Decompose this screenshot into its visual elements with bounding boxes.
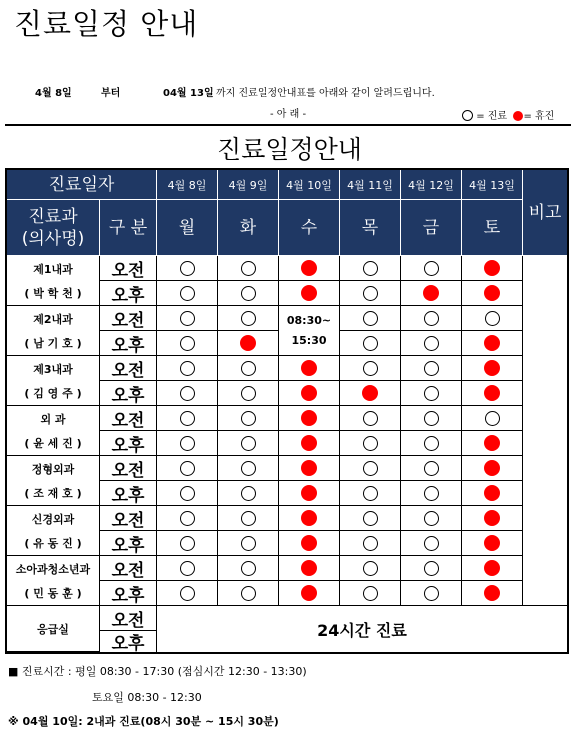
note-body-cell (523, 256, 567, 606)
dept-name-cell (7, 356, 100, 381)
open-circle-icon (363, 361, 378, 376)
emergency-pm-label: 오후 (111, 634, 145, 654)
date-cell (157, 170, 218, 200)
from-word: 부터 (101, 88, 121, 99)
emergency-text-cell (157, 606, 567, 652)
session-header-cell (100, 200, 157, 256)
open-circle-icon (241, 361, 256, 376)
weekday-label: 수 (300, 217, 318, 238)
open-circle-icon (180, 586, 195, 601)
legend-closed-label: = 휴진 (523, 111, 555, 122)
dept-name: 제2내과 (33, 312, 73, 326)
closed-circle-icon (301, 510, 317, 526)
status-cell (279, 456, 340, 481)
status-cell (462, 431, 523, 456)
session-am-label: 오전 (111, 460, 145, 481)
session-cell-pm (100, 331, 157, 356)
closed-circle-icon (423, 285, 439, 301)
open-circle-icon (241, 561, 256, 576)
dept-name-cell (7, 306, 100, 331)
status-cell (340, 281, 401, 306)
status-cell (462, 256, 523, 281)
open-circle-icon (241, 461, 256, 476)
open-circle-icon (363, 586, 378, 601)
doctor-name: ( 조 재 호 ) (24, 487, 82, 500)
session-cell-am (100, 406, 157, 431)
doctor-name: ( 유 동 진 ) (24, 537, 82, 550)
open-circle-icon (363, 536, 378, 551)
status-cell (157, 556, 218, 581)
status-cell (218, 556, 279, 581)
closed-circle-icon (484, 260, 500, 276)
closed-circle-icon (301, 485, 317, 501)
open-circle-icon (424, 361, 439, 376)
status-cell (401, 331, 462, 356)
open-circle-icon (241, 311, 256, 326)
status-cell (218, 456, 279, 481)
closed-circle-icon (301, 460, 317, 476)
open-circle-icon (241, 386, 256, 401)
date-label: 4월 9일 (228, 178, 268, 192)
status-cell (157, 306, 218, 331)
status-cell (279, 281, 340, 306)
open-circle-icon (180, 436, 195, 451)
doctor-name: ( 김 영 주 ) (24, 387, 82, 400)
date-label: 4월 11일 (347, 178, 393, 192)
status-cell (401, 481, 462, 506)
session-pm-label: 오후 (111, 535, 145, 556)
closed-circle-icon (301, 585, 317, 601)
dept-name: 소아과청소년과 (15, 562, 91, 576)
open-circle-icon (180, 386, 195, 401)
dept-name-cell (7, 456, 100, 481)
closed-circle-icon (301, 560, 317, 576)
arae-label: - 아 래 - (270, 109, 307, 120)
emergency-text: 24시간 진료 (317, 620, 407, 640)
open-circle-icon (424, 561, 439, 576)
open-circle-icon (424, 336, 439, 351)
open-circle-icon (241, 411, 256, 426)
status-cell (401, 356, 462, 381)
session-pm-label: 오후 (111, 285, 145, 306)
status-cell (218, 531, 279, 556)
open-circle-icon (363, 436, 378, 451)
closed-circle-icon (362, 385, 378, 401)
status-cell (218, 306, 279, 331)
open-circle-icon (363, 561, 378, 576)
session-header-label: 구 분 (108, 217, 148, 238)
weekday-cell (340, 200, 401, 256)
closed-circle-icon (484, 460, 500, 476)
emergency-name: 응급실 (37, 622, 69, 636)
status-cell (218, 331, 279, 356)
status-cell (157, 256, 218, 281)
open-circle-icon (424, 311, 439, 326)
status-cell (279, 356, 340, 381)
closed-circle-icon (301, 360, 317, 376)
open-circle-icon (180, 561, 195, 576)
status-cell (340, 381, 401, 406)
closed-circle-icon (301, 260, 317, 276)
status-cell (340, 556, 401, 581)
dept-name: 제1내과 (33, 262, 73, 276)
status-cell (218, 581, 279, 606)
open-circle-icon (241, 286, 256, 301)
status-cell (340, 481, 401, 506)
status-cell (401, 456, 462, 481)
open-circle-icon (424, 511, 439, 526)
session-am-label: 오전 (111, 260, 145, 281)
emergency-name-cell (7, 606, 100, 652)
session-pm-label: 오후 (111, 585, 145, 606)
status-cell (401, 431, 462, 456)
session-pm-label: 오후 (111, 335, 145, 356)
status-cell (218, 506, 279, 531)
status-cell (218, 256, 279, 281)
open-circle-icon (180, 411, 195, 426)
session-pm-label: 오후 (111, 385, 145, 406)
open-circle-icon (180, 536, 195, 551)
dept-header-label: 진료과 (의사명) (21, 206, 85, 249)
status-cell (157, 406, 218, 431)
closed-circle-icon (484, 435, 500, 451)
open-circle-icon (180, 511, 195, 526)
open-circle-icon (241, 511, 256, 526)
session-cell-am (100, 456, 157, 481)
status-cell (279, 506, 340, 531)
doctor-cell (7, 381, 100, 406)
footer-note: ※ 04월 10일: 2내과 진료(08시 30분 ~ 15시 30분) (8, 715, 279, 728)
closed-circle-icon (484, 485, 500, 501)
weekday-cell (279, 200, 340, 256)
open-circle-icon (241, 536, 256, 551)
top-divider (5, 124, 571, 126)
weekday-label: 화 (239, 217, 257, 238)
emergency-session-pm (100, 631, 157, 652)
closed-circle-icon (484, 535, 500, 551)
status-cell (218, 381, 279, 406)
status-cell (218, 481, 279, 506)
date-label: 4월 8일 (167, 178, 207, 192)
table-title: 진료일정안내 (217, 135, 362, 164)
status-cell (279, 431, 340, 456)
status-cell (157, 431, 218, 456)
weekday-label: 목 (361, 217, 379, 238)
status-cell (218, 356, 279, 381)
status-cell (462, 281, 523, 306)
date-cell (462, 170, 523, 200)
open-circle-icon (241, 486, 256, 501)
status-cell (279, 481, 340, 506)
open-circle-icon (424, 261, 439, 276)
open-circle-icon (485, 411, 500, 426)
status-cell (462, 381, 523, 406)
status-cell (279, 406, 340, 431)
weekday-label: 토 (483, 217, 501, 238)
status-cell (462, 331, 523, 356)
date-cell (340, 170, 401, 200)
status-cell (157, 531, 218, 556)
open-circle-icon (180, 261, 195, 276)
open-circle-icon (180, 336, 195, 351)
session-pm-label: 오후 (111, 435, 145, 456)
open-circle-icon (363, 511, 378, 526)
date-header-cell (7, 170, 157, 200)
session-cell-am (100, 506, 157, 531)
status-cell (340, 506, 401, 531)
weekday-cell (462, 200, 523, 256)
status-cell (157, 381, 218, 406)
doctor-cell (7, 531, 100, 556)
legend-open-label: = 진료 (476, 111, 508, 122)
session-cell-am (100, 256, 157, 281)
status-cell (401, 556, 462, 581)
dept-name: 제3내과 (33, 362, 73, 376)
open-circle-icon (363, 286, 378, 301)
date-cell (401, 170, 462, 200)
dept-name-cell (7, 256, 100, 281)
session-cell-am (100, 556, 157, 581)
status-cell (218, 281, 279, 306)
closed-circle-icon (301, 410, 317, 426)
session-cell-pm (100, 581, 157, 606)
special-hours-text: 08:30~ 15:30 (286, 313, 332, 347)
doctor-cell (7, 281, 100, 306)
dept-name: 외 과 (40, 412, 66, 426)
schedule-table (5, 168, 569, 654)
open-circle-icon (424, 411, 439, 426)
from-date: 4월 8일 (35, 88, 72, 99)
hours-weekday: ■ 진료시간 : 평일 08:30 - 17:30 (점심시간 12:30 - 13:30) (8, 665, 307, 678)
status-cell (279, 556, 340, 581)
session-cell-pm (100, 381, 157, 406)
status-cell (340, 581, 401, 606)
status-cell (462, 556, 523, 581)
special-hours-cell (279, 306, 340, 356)
closed-circle-icon (484, 335, 500, 351)
doctor-cell (7, 481, 100, 506)
status-cell (157, 356, 218, 381)
session-cell-am (100, 306, 157, 331)
closed-circle-icon (301, 285, 317, 301)
closed-circle-icon (301, 435, 317, 451)
open-circle-icon (180, 286, 195, 301)
to-text: 까지 진료일정안내표를 아래와 같이 알려드립니다. (216, 88, 435, 99)
status-cell (218, 431, 279, 456)
open-circle-icon (485, 311, 500, 326)
to-date: 04월 13일 (163, 88, 214, 99)
dept-header-cell (7, 200, 100, 256)
status-cell (157, 481, 218, 506)
open-circle-icon (363, 461, 378, 476)
date-cell (279, 170, 340, 200)
status-cell (462, 506, 523, 531)
status-cell (401, 531, 462, 556)
status-cell (401, 256, 462, 281)
session-cell-pm (100, 281, 157, 306)
status-cell (401, 506, 462, 531)
closed-circle-icon (484, 385, 500, 401)
status-cell (340, 431, 401, 456)
note-header-cell (523, 170, 567, 256)
open-circle-icon (363, 336, 378, 351)
session-am-label: 오전 (111, 510, 145, 531)
status-cell (340, 356, 401, 381)
status-cell (401, 281, 462, 306)
open-circle-icon (363, 311, 378, 326)
session-cell-pm (100, 481, 157, 506)
session-cell-pm (100, 431, 157, 456)
status-cell (279, 581, 340, 606)
status-cell (218, 406, 279, 431)
status-cell (462, 356, 523, 381)
dept-name: 신경외과 (31, 512, 75, 526)
doctor-name: ( 박 학 천 ) (24, 287, 82, 300)
open-circle-icon (424, 436, 439, 451)
status-cell (340, 331, 401, 356)
date-label: 4월 13일 (469, 178, 515, 192)
open-circle-icon (424, 586, 439, 601)
status-cell (462, 481, 523, 506)
page-title: 진료일정 안내 (14, 7, 199, 41)
date-cell (218, 170, 279, 200)
intro-line (0, 84, 579, 100)
closed-circle-icon (484, 285, 500, 301)
weekday-label: 월 (178, 217, 196, 238)
closed-circle-icon (240, 335, 256, 351)
doctor-cell (7, 581, 100, 606)
weekday-label: 금 (422, 217, 440, 238)
closed-circle-icon (484, 585, 500, 601)
status-cell (279, 256, 340, 281)
note-header-label: 비고 (528, 202, 562, 223)
open-circle-icon (180, 461, 195, 476)
status-cell (462, 306, 523, 331)
status-cell (462, 406, 523, 431)
open-circle-icon (424, 386, 439, 401)
emergency-session-am (100, 606, 157, 631)
status-cell (401, 381, 462, 406)
closed-circle-icon (484, 560, 500, 576)
doctor-name: ( 민 동 훈 ) (24, 587, 82, 600)
status-cell (340, 406, 401, 431)
date-label: 4월 10일 (286, 178, 332, 192)
status-cell (157, 506, 218, 531)
status-cell (340, 256, 401, 281)
open-circle-icon (241, 586, 256, 601)
session-am-label: 오전 (111, 360, 145, 381)
status-cell (462, 581, 523, 606)
open-circle-icon (462, 110, 473, 121)
closed-circle-icon (301, 385, 317, 401)
status-cell (157, 456, 218, 481)
date-header-label: 진료일자 (48, 174, 115, 195)
status-cell (340, 531, 401, 556)
open-circle-icon (180, 311, 195, 326)
status-cell (279, 531, 340, 556)
open-circle-icon (180, 361, 195, 376)
status-cell (401, 406, 462, 431)
status-cell (401, 581, 462, 606)
closed-circle-icon (513, 111, 523, 121)
emergency-am-label: 오전 (111, 610, 145, 631)
session-cell-pm (100, 531, 157, 556)
open-circle-icon (363, 261, 378, 276)
open-circle-icon (241, 261, 256, 276)
open-circle-icon (363, 486, 378, 501)
status-cell (157, 331, 218, 356)
dept-name-cell (7, 406, 100, 431)
session-pm-label: 오후 (111, 485, 145, 506)
legend (462, 107, 554, 122)
open-circle-icon (424, 486, 439, 501)
dept-name-cell (7, 556, 100, 581)
doctor-cell (7, 331, 100, 356)
open-circle-icon (424, 536, 439, 551)
status-cell (462, 456, 523, 481)
status-cell (462, 531, 523, 556)
session-am-label: 오전 (111, 410, 145, 431)
session-am-label: 오전 (111, 310, 145, 331)
hours-saturday: 토요일 08:30 - 12:30 (92, 691, 202, 704)
dept-name-cell (7, 506, 100, 531)
doctor-name: ( 남 기 호 ) (24, 337, 82, 350)
closed-circle-icon (301, 535, 317, 551)
doctor-cell (7, 431, 100, 456)
weekday-cell (157, 200, 218, 256)
status-cell (340, 456, 401, 481)
status-cell (157, 581, 218, 606)
open-circle-icon (241, 436, 256, 451)
weekday-cell (401, 200, 462, 256)
status-cell (279, 381, 340, 406)
open-circle-icon (363, 411, 378, 426)
date-label: 4월 12일 (408, 178, 454, 192)
open-circle-icon (180, 486, 195, 501)
open-circle-icon (424, 461, 439, 476)
session-cell-am (100, 356, 157, 381)
status-cell (401, 306, 462, 331)
dept-name: 정형외과 (31, 462, 75, 476)
session-am-label: 오전 (111, 560, 145, 581)
status-cell (157, 281, 218, 306)
closed-circle-icon (484, 510, 500, 526)
weekday-cell (218, 200, 279, 256)
closed-circle-icon (484, 360, 500, 376)
doctor-name: ( 윤 세 진 ) (24, 437, 82, 450)
status-cell (340, 306, 401, 331)
